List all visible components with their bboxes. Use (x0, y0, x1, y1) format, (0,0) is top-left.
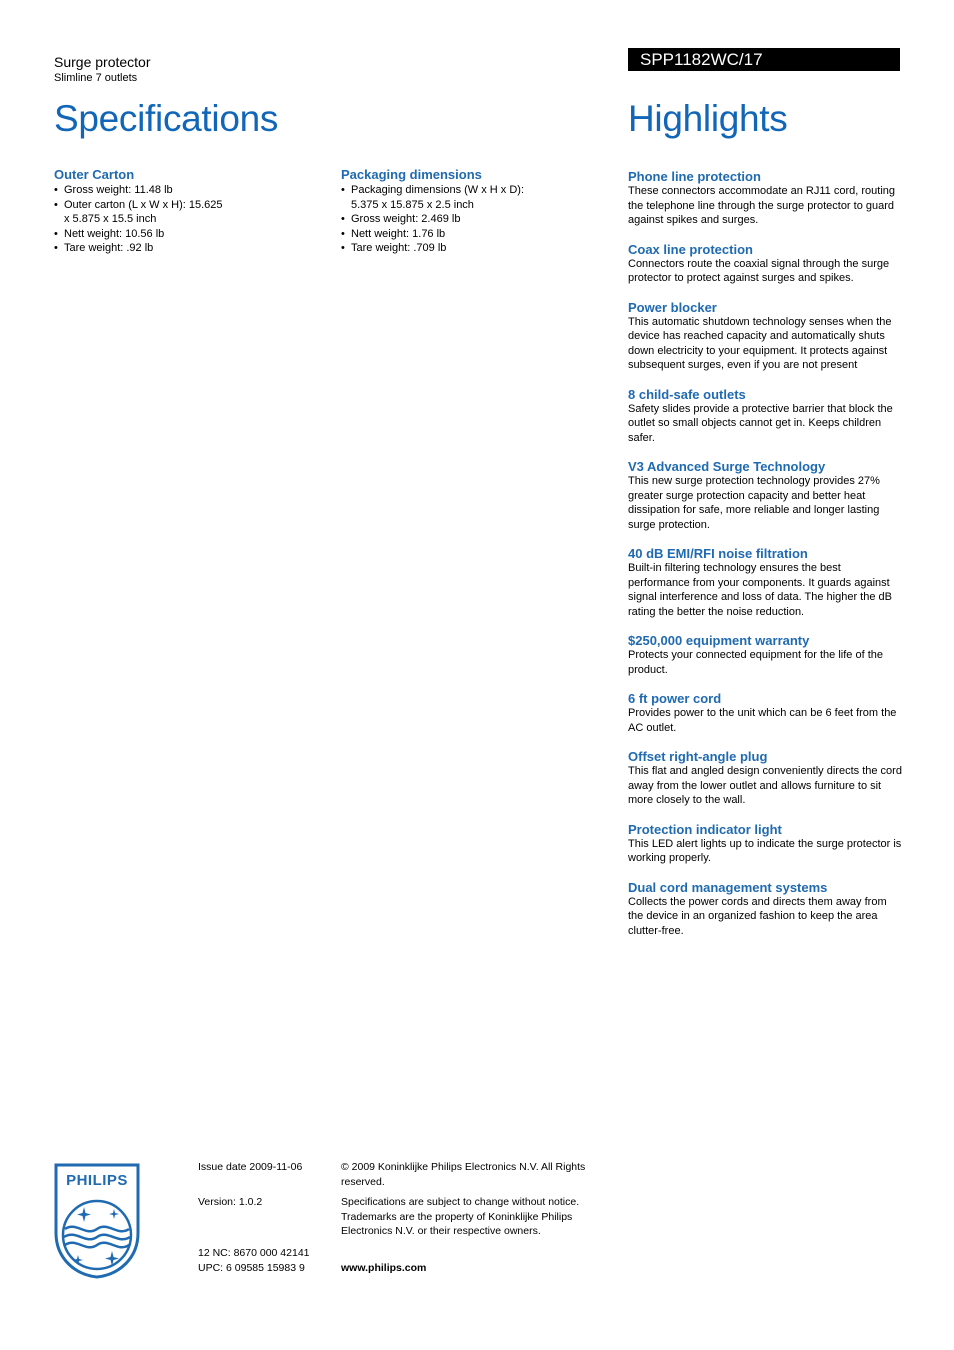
highlight-title: Coax line protection (628, 241, 753, 257)
product-subtitle: Slimline 7 outlets (54, 72, 138, 84)
highlight-item (628, 387, 902, 446)
highlight-title: Dual cord management systems (628, 879, 828, 895)
highlight-text: Provides power to the unit which can be 6 feet from the AC outlet. (628, 707, 897, 734)
highlights-list (628, 169, 902, 952)
nc-number: 12 NC: 8670 000 42141 (198, 1247, 310, 1259)
spec-item: • Tare weight: .709 lb (341, 241, 611, 256)
highlight-item (628, 880, 902, 939)
highlight-item (628, 459, 902, 532)
highlight-text: Protects your connected equipment for the life of the product. (628, 649, 883, 676)
spec-item: • Nett weight: 1.76 lb (341, 227, 611, 242)
highlight-item (628, 300, 902, 373)
spec-section-outer-carton (54, 167, 324, 256)
issue-date: Issue date 2009-11-06 (198, 1161, 303, 1173)
highlight-title: Protection indicator light (628, 821, 782, 837)
spec-item: • Gross weight: 2.469 lb (341, 212, 611, 227)
highlight-text: Collects the power cords and directs them away from the device in an organized fashion to keep the area clutter-free. (628, 895, 887, 937)
spec-list (54, 183, 324, 256)
highlight-item (628, 822, 902, 866)
highlight-item (628, 691, 902, 735)
highlight-title: 6 ft power cord (628, 691, 722, 706)
highlight-item (628, 242, 902, 286)
spec-item: • Tare weight: .92 lb (54, 241, 324, 256)
highlights-title: Highlights (628, 98, 788, 139)
highlight-title: 40 dB EMI/RFI noise filtration (628, 546, 808, 561)
spec-section-heading: Outer Carton (54, 167, 135, 182)
spec-section-packaging (341, 167, 611, 256)
spec-item: • Nett weight: 10.56 lb (54, 227, 324, 242)
highlight-item (628, 633, 902, 677)
version: Version: 1.0.2 (198, 1196, 263, 1208)
specifications-title: Specifications (54, 98, 279, 139)
highlight-text: Safety slides provide a protective barrier that block the outlet so small objects cannot get in. Keeps children safer. (628, 402, 893, 444)
spec-item: • Gross weight: 11.48 lb (54, 183, 324, 198)
highlight-item (628, 546, 902, 619)
highlight-item (628, 749, 902, 808)
highlight-text: These connectors accommodate an RJ11 cord, routing the telephone line through the surge protector to guard against spikes and surges. (628, 185, 895, 226)
highlight-title: V3 Advanced Surge Technology (628, 459, 826, 474)
logo-wordmark: PHILIPS (66, 1172, 128, 1189)
specification-notice: Specifications are subject to change without notice. Trademarks are the property of Koninklijke Philips Electronics N.V. or their respective owners. (341, 1196, 580, 1237)
highlight-title: $250,000 equipment warranty (628, 633, 810, 648)
spec-item: • Packaging dimensions (W x H x D): 5.375 x 15.875 x 2.5 inch (341, 183, 546, 212)
highlight-text: This flat and angled design conveniently directs the cord away from the lower outlet and allows furniture to sit more closely to the wall. (628, 765, 902, 806)
model-number-bar: SPP1182WC/17 (628, 48, 900, 71)
highlight-title: Phone line protection (628, 169, 761, 184)
spec-section-heading: Packaging dimensions (341, 167, 482, 182)
philips-logo-icon (54, 1163, 140, 1279)
highlight-text: Connectors route the coaxial signal through the surge protector to protect against surges and spikes. (628, 257, 890, 284)
highlight-item (628, 169, 902, 228)
spec-item: • Outer carton (L x W x H): 15.625 x 5.875 x 15.5 inch (54, 198, 224, 227)
highlight-text: Built-in filtering technology ensures the best performance from your components. It guards against signal interference and loss of data. The higher the dB rating the better the noise reduction. (628, 562, 892, 618)
highlight-title: Power blocker (628, 299, 717, 315)
copyright-notice: © 2009 Koninklijke Philips Electronics N.V. All Rights reserved. (341, 1161, 586, 1188)
highlight-title: 8 child-safe outlets (628, 386, 746, 402)
highlight-text: This LED alert lights up to indicate the surge protector is working properly. (628, 837, 902, 864)
website-link[interactable]: www.philips.com (341, 1262, 427, 1274)
highlight-text: This automatic shutdown technology senses when the device has reached capacity and automatically shuts down electricity to your equipment. It protects against subsequent surges, even if you are not present (628, 315, 892, 371)
upc-number: UPC: 6 09585 15983 9 (198, 1262, 305, 1274)
highlight-text: This new surge protection technology provides 27% greater surge protection capacity and better heat dissipation for safe, more reliable and longer lasting surge protection. (628, 475, 880, 531)
product-name: Surge protector (54, 54, 151, 70)
highlight-title: Offset right-angle plug (628, 749, 768, 764)
spec-list (341, 183, 611, 256)
